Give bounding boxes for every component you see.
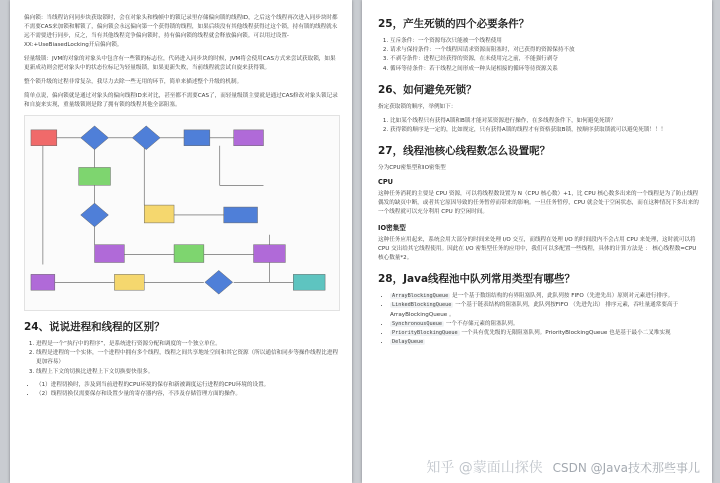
- flow-decision: [81, 126, 109, 150]
- section-24-list: [24, 340, 340, 377]
- list-item: [390, 329, 700, 338]
- flow-node: [95, 245, 125, 263]
- list-item: 2. 线程是进程的一个实体，一个进程中拥有多个线程，线程之间共享地址空间和其它资源（所以通信和同步等操作线程比进程更加容易）: [36, 349, 340, 367]
- list-item: • （2）线程切换仅需要保存和设置少量的寄存器内容，不涉及存储管理方面的操作。: [36, 390, 340, 399]
- queue-name: PriorityBlockingQueue: [392, 330, 458, 337]
- list-item: 1. 比如某个线程只有获得A锁和B锁才能对某资源进行操作，在多线程条件下，如何避免死锁？: [390, 117, 700, 126]
- section-24-heading: 24、说说进程和线程的区别？: [24, 321, 165, 333]
- list-item: [390, 292, 700, 301]
- cpu-subheading: CPU: [378, 178, 394, 187]
- section-26-heading: 26、如何避免死锁？: [378, 83, 477, 96]
- flow-node: [184, 130, 210, 146]
- section-28-list: [378, 292, 700, 347]
- flowchart-svg: [25, 116, 339, 310]
- lightweight-lock-paragraph: 轻量级锁：JVM的对象的对象头中包含有一些锁的标志位，代码进入同步块的时候，JVM将会使用CAS方式来尝试获取锁，如果更新成功则会把对象头中的状态位标记为轻量级锁，如果更新失败，当前线程就尝试自旋来获得锁。: [24, 56, 336, 71]
- biased-lock-paragraph: 偏向锁：当线程访问同步块获取锁时，会在对象头和栈帧中的锁记录里存储偏向锁的线程ID，之后这个线程再次进入同步块时都不需要CAS来加锁和解锁了，偏向锁会永远偏向第一个获得锁的线程，如果后续没有其他线程获得过这个锁，持有锁的线程就永远不需要进行同步，反之，当有其他线程竞争偏向锁时，持有偏向锁的线程就会释放偏向锁。可以用过设置-XX:+UseBiasedLocking开启偏向锁。: [24, 15, 338, 48]
- csdn-watermark: CSDN @Java技术那些事儿: [552, 461, 700, 475]
- list-item: 1. 进程是一个“执行中的程序”，是系统进行资源分配和调度的一个独立单位。: [36, 340, 340, 349]
- flow-node: [114, 274, 144, 290]
- io-subheading: IO密集型: [378, 224, 406, 233]
- lock-upgrade-flowchart: [24, 115, 340, 311]
- lock-upgrade-paragraph: 整个锁升级的过程非常复杂，我尽力去除一些无用的环节，简单来描述整个升级的机制。: [24, 79, 243, 85]
- left-page: [10, 0, 352, 483]
- queue-desc: 一个基于链表结构的阻塞队列，此队列按FIFO （先进先出） 排序元素，吞吐量通常要高于 ArrayBlockingQueue 。: [390, 302, 679, 318]
- flow-node: [31, 130, 57, 146]
- section-26-intro: 指定获取锁的顺序，举例如下：: [378, 103, 457, 110]
- list-item: 2. 获得锁的顺序是一定的，比如规定，只有获得A锁的线程才有资格获取B锁，按顺序获取锁就可以避免死锁！！！: [390, 126, 700, 135]
- flow-node: [224, 207, 258, 223]
- list-item: 3. 不剥夺条件：进程已经获得的资源，在未使用完之前，不能强行剥夺: [390, 55, 700, 64]
- list-item: 3. 线程上下文的切换比进程上下文切换要快很多。: [36, 368, 340, 377]
- queue-desc: 一个不存储元素的阻塞队列。: [443, 320, 519, 327]
- queue-name: LinkedBlockingQueue: [392, 302, 452, 309]
- queue-name: ArrayBlockingQueue: [392, 293, 449, 300]
- queue-desc: 是一个基于数组结构的有界阻塞队列，此队列按 FIFO（先进先出）原则对元素进行排序。: [450, 293, 674, 300]
- watermark: [426, 457, 700, 477]
- section-25-list: [378, 37, 700, 74]
- queue-name: DelayQueue: [392, 339, 424, 346]
- flow-node: [234, 130, 264, 146]
- flow-node: [293, 274, 325, 290]
- queue-desc: 一个具有优先级的无限阻塞队列。PriorityBlockingQueue 也是基于最小二叉堆实现: [459, 330, 671, 337]
- queue-name: SynchronousQueue: [392, 320, 442, 327]
- section-25-heading: 25，产生死锁的四个必要条件？: [378, 18, 530, 30]
- section-26-list: [378, 117, 700, 135]
- flow-decision: [132, 126, 160, 150]
- flow-node: [144, 205, 174, 223]
- flow-node: [31, 274, 55, 290]
- list-item: [390, 338, 700, 347]
- list-item: [390, 320, 700, 329]
- flow-decision: [205, 270, 233, 294]
- flow-node: [174, 245, 204, 263]
- section-24-bullets: [24, 381, 340, 399]
- list-item: [390, 301, 700, 319]
- cpu-paragraph: 这种任务消耗的主要是 CPU 资源，可以将线程数设置为 N（CPU 核心数）+1，比 CPU 核心数多出来的一个线程是为了防止线程偶发的缺页中断，或者其它原因导致的任务暂停而带来的影响。一旦任务暂停，CPU 就会处于空闲状态，而在这种情况下多出来的一个线程就可以充分利用 CPU 的空闲时间。: [378, 191, 699, 216]
- lock-summary-paragraph: 简单点说，偏向锁就是通过对象头的偏向线程ID来对比，甚至都不需要CAS了，而轻量级锁主要就是通过CAS修改对象头锁记录和自旋来实现，重量级锁则是除了拥有锁的线程其他全部阻塞。: [24, 93, 338, 108]
- zhihu-watermark: 知乎 @蒙面山探侠: [426, 460, 543, 476]
- list-item: 1. 互斥条件：一个资源每次只能被一个线程使用: [390, 37, 700, 46]
- list-item: 4. 循环等待条件：若干线程之间形成一种头尾相接的循环等待资源关系: [390, 65, 700, 74]
- right-page: [362, 0, 712, 483]
- io-paragraph: 这种任务应用起来，系统会用大部分的时间来处理 I/O 交互，而线程在处理 I/O 的时间段内不会占用 CPU 来处理，这时就可以将 CPU 交出给其它线程使用。因此在 I/O 密集型任务的应用中，我们可以多配置一些线程，具体的计算方法是 ： 核心线程数=CPU核心数量*2。: [378, 237, 697, 262]
- flow-node: [254, 245, 286, 263]
- flow-node: [79, 167, 111, 185]
- list-item: • （1）进程切换时，涉及到当前进程的CPU环境的保存和新被调度运行进程的CPU环境的设置。: [36, 381, 340, 390]
- section-27-heading: 27，线程池核心线程数怎么设置呢？: [378, 145, 551, 158]
- section-28-heading: 28，Java线程池中队列常用类型有哪些？: [378, 273, 576, 286]
- list-item: 2. 请求与保持条件：一个线程因请求资源而阻塞时，对已获得的资源保持不放: [390, 46, 700, 55]
- section-27-intro: 分为CPU密集型和IO密集型: [378, 165, 446, 172]
- flow-decision: [81, 203, 109, 227]
